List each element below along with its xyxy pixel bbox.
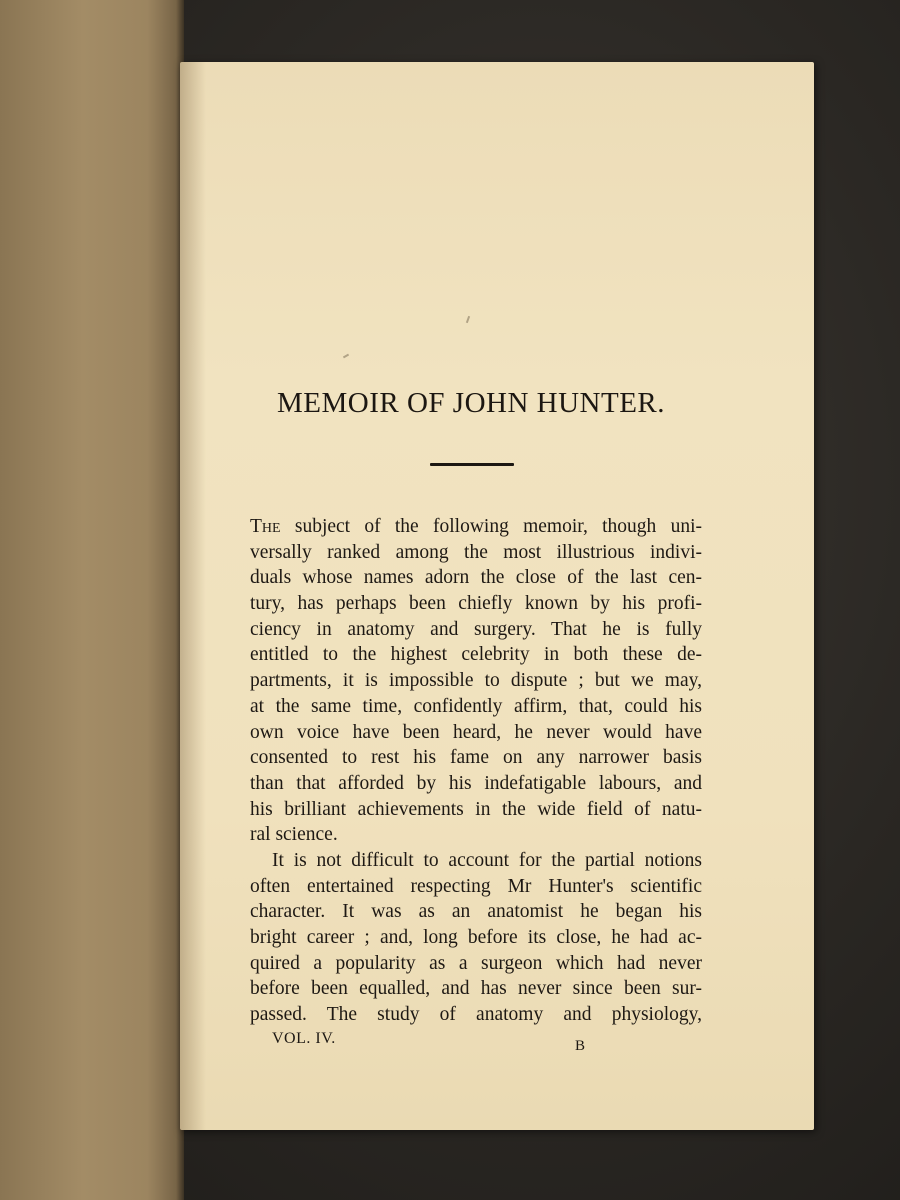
ink-speck — [466, 316, 470, 323]
facing-page-edge — [0, 0, 184, 1200]
text-line: partments, it is impossible to dispute ; but we may, — [250, 670, 702, 692]
text-line: often entertained respecting Mr Hunter's scientific — [250, 875, 702, 897]
volume-footer: VOL. IV. — [272, 1030, 336, 1047]
signature-mark: B — [575, 1038, 586, 1054]
paragraph-1 — [250, 514, 702, 848]
text-line: quired a popularity as a surgeon which had never — [250, 952, 702, 974]
page-title: MEMOIR OF JOHN HUNTER. — [276, 387, 665, 419]
text-line: than that afforded by his indefatigable labours, and — [250, 772, 702, 794]
text-line: ral science. — [250, 824, 338, 846]
text-line: versally ranked among the most illustrious indivi- — [250, 541, 702, 563]
text-line: his brilliant achievements in the wide field of natu- — [250, 798, 702, 820]
text-line: before been equalled, and has never since been sur- — [250, 978, 702, 1000]
ink-speck — [343, 354, 349, 359]
book-page — [180, 62, 814, 1130]
text-line: tury, has perhaps been chiefly known by his profi- — [250, 593, 702, 615]
paragraph-2 — [250, 848, 702, 1028]
title-rule — [430, 463, 514, 466]
text-line: character. It was as an anatomist he began his — [250, 901, 702, 923]
body-text — [250, 514, 702, 1028]
text-line: It is not difficult to account for the partial notions — [272, 849, 702, 871]
text-line: ciency in anatomy and surgery. That he is fully — [250, 618, 702, 640]
text-line: own voice have been heard, he never would have — [250, 721, 702, 743]
text-line: consented to rest his fame on any narrower basis — [250, 747, 702, 769]
text-line: duals whose names adorn the close of the last cen- — [250, 567, 702, 589]
text-line: The subject of the following memoir, though uni- — [250, 516, 702, 537]
text-line: at the same time, confidently affirm, that, could his — [250, 695, 702, 717]
opening-word: The — [250, 516, 281, 537]
text-line: passed. The study of anatomy and physiology, — [250, 1004, 702, 1026]
text-line: bright career ; and, long before its close, he had ac- — [250, 927, 702, 948]
text-line: entitled to the highest celebrity in both these de- — [250, 644, 702, 666]
